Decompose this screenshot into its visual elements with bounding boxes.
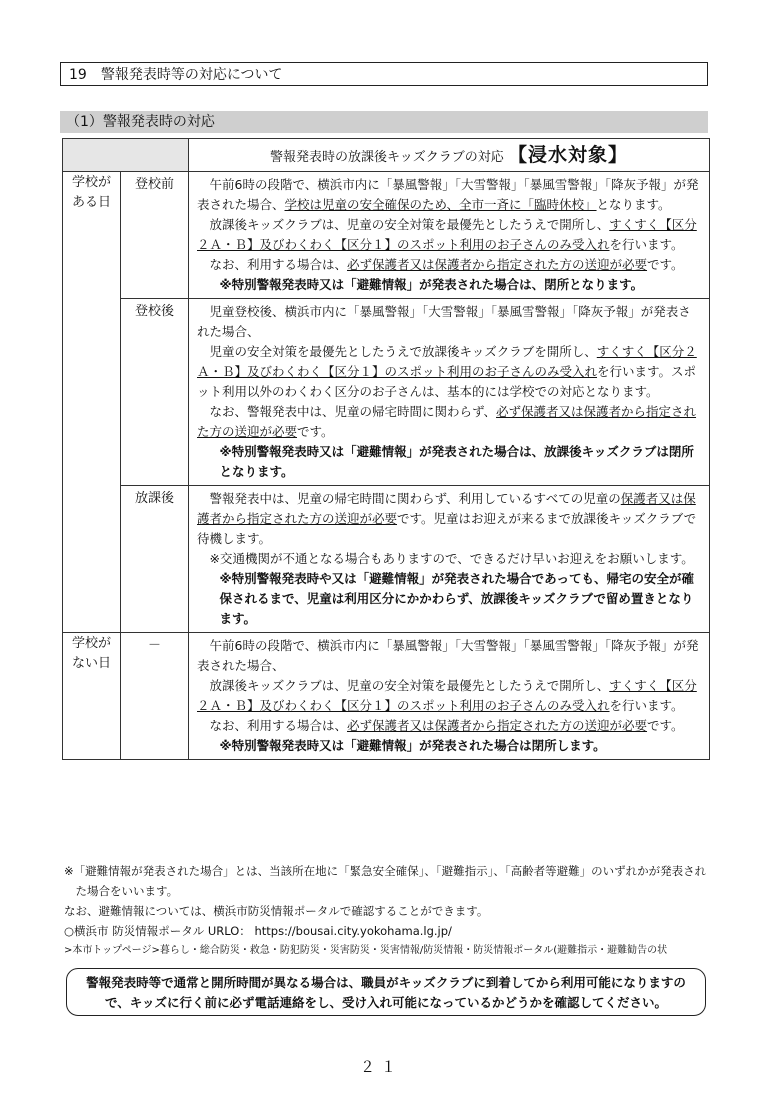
footnotes [64, 861, 714, 961]
table-header-row [63, 139, 710, 172]
after-class-content [189, 486, 710, 633]
footnote-evacuation-definition: ※「避難情報が発表された場合」とは、当該所在地に「緊急安全確保」、「避難指示」、「高齢者等避難」のいずれかが発表された場合をいいます。 [64, 864, 707, 898]
group-no-school [63, 633, 121, 760]
table-row [63, 172, 710, 299]
paragraph: 児童登校後、横浜市内に「暴風警報」「大雪警報」「暴風雪警報」「降灰予報」が発表された場合、 [197, 304, 691, 339]
after-school-label: 登校後 [121, 299, 189, 486]
group-school-day [63, 172, 121, 633]
table-title [189, 139, 710, 172]
before-school-label: 登校前 [121, 172, 189, 299]
paragraph: ※交通機関が不通となる場合もありますので、できるだけ早いお迎えをお願いします。 [209, 551, 694, 566]
paragraph: 午前6時の段階で、横浜市内に「暴風警報」「大雪警報」「暴風雪警報」「降灰予報」が発表された場合、学校は児童の安全確保のため、全市一斉に「臨時休校」となります。 [197, 177, 699, 212]
special-alert-note: ※特別警報発表時や又は「避難情報」が発表された場合であっても、帰宅の安全が確保されるまで、児童は利用区分にかかわらず、放課後キッズクラブで留め置きとなります。 [219, 571, 695, 626]
paragraph: 放課後キッズクラブは、児童の安全対策を最優先としたうえで開所し、すくすく【区分２Ａ・Ｂ】及びわくわく【区分１】のスポット利用のお子さんのみ受入れを行います。 [197, 217, 697, 252]
footnote-navigation-path: >本市トップページ>暮らし・総合防災・救急・防犯防災・災害防災・災害情報/防災情報・防災情報ポータル(避難指示・避難勧告の状 [64, 945, 668, 956]
table-title-prefix: 警報発表時の放課後キッズクラブの対応 [270, 150, 504, 165]
subsection-title: （1）警報発表時の対応 [60, 111, 708, 133]
table-corner [63, 139, 189, 172]
after-class-label: 放課後 [121, 486, 189, 633]
after-school-content [189, 299, 710, 486]
phone-contact-notice: 警報発表時等で通常と開所時間が異なる場合は、職員がキッズクラブに到着してから利用可能になりますので、キッズに行く前に必ず電話連絡をし、受け入れ可能になっているかどうかを確認してください。 [66, 968, 706, 1016]
alert-response-table [62, 138, 710, 760]
table-title-emphasis: 【浸水対象】 [507, 144, 628, 166]
group-no-school-label: 学校が ない日 [71, 636, 111, 671]
paragraph: 警報発表中は、児童の帰宅時間に関わらず、利用しているすべての児童の保護者又は保護者から指定された方の送迎が必要です。児童はお迎えが来るまで放課後キッズクラブで待機します。 [197, 491, 697, 546]
special-alert-note: ※特別警報発表時又は「避難情報」が発表された場合は、閉所となります。 [219, 277, 644, 292]
no-school-label: － [121, 633, 189, 760]
table-row [63, 633, 710, 760]
group-school-day-label: 学校が ある日 [71, 175, 111, 210]
table-row [63, 486, 710, 633]
paragraph: なお、利用する場合は、必ず保護者又は保護者から指定された方の送迎が必要です。 [209, 257, 684, 272]
paragraph: なお、利用する場合は、必ず保護者又は保護者から指定された方の送迎が必要です。 [209, 718, 684, 733]
footnote-portal-url[interactable]: ○横浜市 防災情報ポータル URLO： https://bousai.city.yokohama.lg.jp/ [64, 924, 452, 938]
paragraph: 児童の安全対策を最優先としたうえで放課後キッズクラブを開所し、すくすく【区分２Ａ・Ｂ】及びわくわく【区分１】のスポット利用のお子さんのみ受入れを行います。スポット利用以外のわくわく区分のお子さんは、基本的には学校での対応となります。 [197, 344, 697, 399]
special-alert-note: ※特別警報発表時又は「避難情報」が発表された場合は、放課後キッズクラブは閉所となります。 [219, 444, 694, 479]
section-title: 19 警報発表時等の対応について [60, 62, 708, 86]
no-school-content [189, 633, 710, 760]
before-school-content [189, 172, 710, 299]
table-row [63, 299, 710, 486]
footnote-portal-info: なお、避難情報については、横浜市防災情報ポータルで確認することができます。 [64, 904, 489, 918]
paragraph: 午前6時の段階で、横浜市内に「暴風警報」「大雪警報」「暴風雪警報」「降灰予報」が発表された場合、 [197, 638, 699, 673]
paragraph: 放課後キッズクラブは、児童の安全対策を最優先としたうえで開所し、すくすく【区分２Ａ・Ｂ】及びわくわく【区分１】のスポット利用のお子さんのみ受入れを行います。 [197, 678, 697, 713]
page-number: ２１ [360, 1058, 403, 1076]
special-alert-note: ※特別警報発表時又は「避難情報」が発表された場合は閉所します。 [219, 738, 606, 753]
paragraph: なお、警報発表中は、児童の帰宅時間に関わらず、必ず保護者又は保護者から指定された方の送迎が必要です。 [197, 404, 697, 439]
